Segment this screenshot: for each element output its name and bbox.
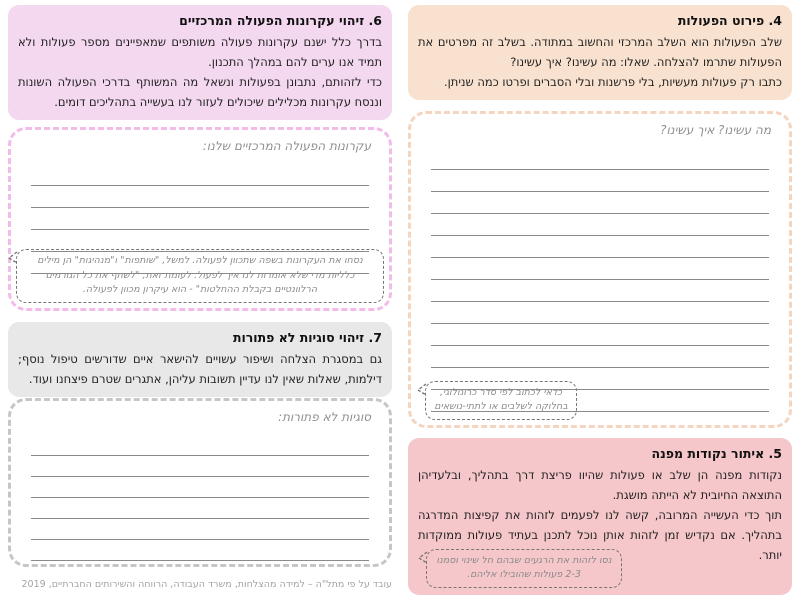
writing-line <box>31 456 369 477</box>
writing-line <box>31 477 369 498</box>
section-principles <box>8 5 392 120</box>
writing-line <box>31 186 369 208</box>
writing-line <box>431 214 769 236</box>
writing-line <box>31 435 369 456</box>
bubble-tail-icon <box>8 251 18 264</box>
writing-line <box>31 164 369 186</box>
writing-line <box>431 148 769 170</box>
principles-writing-area <box>8 127 392 311</box>
writing-line <box>31 540 369 561</box>
footer-credit: עובד על פי מתל"ה – למידה מהצלחות, משרד העבודה, הרווחה והשירותים החברתיים, 2019 <box>21 579 392 590</box>
writing-line <box>431 302 769 324</box>
actions-writing-area <box>408 111 792 428</box>
writing-line <box>431 280 769 302</box>
writing-line <box>431 236 769 258</box>
writing-line <box>431 324 769 346</box>
actions-tip-text: כדאי לכתוב לפי סדר כרונולוגי, בחלוקה לשלבים או לתתי-נושאים <box>434 386 568 413</box>
section-principles-paragraph-2: כדי לזהותם, נתבונן בפעולות ונשאל מה המשותף בדרכי הפעולה השונות וננסח עקרונות מכלילים שיכולים לעזור לנו בעשייה בתהליכים דומים. <box>18 75 382 109</box>
section-open-issues <box>8 322 392 397</box>
turning-tip-bubble <box>426 549 622 588</box>
writing-line <box>431 170 769 192</box>
section-turning-paragraph-2: תוך כדי העשייה המרובה, קשה לנו לפעמים לזהות את קפיצות המדרגה בתהליך. אם נקדיש זמן לזהות אותן נוכל לתכנן בעתיד פעולות ממוקדות יותר. <box>418 508 782 562</box>
actions-tip-bubble <box>425 381 577 420</box>
writing-line <box>431 192 769 214</box>
principles-writing-prompt: עקרונות הפעולה המרכזיים שלנו: <box>202 139 371 153</box>
bubble-tail-icon <box>417 383 427 396</box>
writing-line <box>431 258 769 280</box>
actions-writing-lines <box>431 148 769 412</box>
writing-line <box>31 519 369 540</box>
section-principles-paragraph-1: בדרך כלל ישנם עקרונות פעולה משותפים שמאפיינים מספר פעולות ולא תמיד אנו ערים להם במהלך התכנון. <box>18 35 382 69</box>
open-issues-writing-area <box>8 398 392 567</box>
section-actions-paragraph-2: כתבו רק פעולות מעשיות, בלי פרשנות ובלי הסברים ופרטו כמה שניתן. <box>444 75 782 89</box>
section-turning-paragraph-1: נקודות מפנה הן שלב או פעולות שהיוו פריצת דרך בתהליך, ובלעדיהן התוצאה החיובית לא הייתה מושגת. <box>418 468 782 502</box>
principles-tip-bubble <box>16 249 384 303</box>
open-issues-writing-prompt: סוגיות לא פתורות: <box>278 410 371 424</box>
writing-line <box>31 208 369 230</box>
section-turning-title: 5. איתור נקודות מפנה <box>651 446 782 461</box>
section-turning-points <box>408 438 792 595</box>
section-open-issues-title: 7. זיהוי סוגיות לא פתורות <box>232 330 382 345</box>
section-actions-title: 4. פירוט הפעולות <box>677 13 782 28</box>
writing-line <box>431 346 769 368</box>
writing-line <box>31 498 369 519</box>
section-principles-title: 6. זיהוי עקרונות הפעולה המרכזיים <box>179 13 382 28</box>
section-open-issues-paragraph-1: גם במסגרת הצלחה ושיפור עשויים להישאר איים שדורשים טיפול נוסף; דילמות, שאלות שאין לנו עדיין תשובות עליהן, אתגרים שטרם פיצחנו ועוד. <box>18 352 382 386</box>
turning-tip-text: נסו לזהות את הרגעים שבהם חל שינוי וסמנו 2-3 פעולות שהובילו אליהם. <box>436 554 612 581</box>
open-issues-writing-lines <box>31 435 369 561</box>
bubble-tail-icon <box>418 551 428 564</box>
section-actions-detail <box>408 5 792 100</box>
section-actions-paragraph-1: שלב הפעולות הוא השלב המרכזי והחשוב במתודה. בשלב זה מפרטים את הפעולות שתרמו להצלחה. שאלו: מה עשינו? איך עשינו? <box>418 35 782 69</box>
actions-writing-prompt: מה עשינו? איך עשינו? <box>660 123 771 137</box>
principles-tip-text: נסחו את העקרונות בשפה שתכוון לפעולה. למשל, "שותפות" ו"מנהיגות" הן מילים כלליות מדי שלא אומרות לנו איך לפעול. לעומת זאת, "לשתף את כל הגורמים הרלוונטיים בקבלת ההחלטות" - הוא עיקרון מכוון לפעולה. <box>37 254 363 296</box>
